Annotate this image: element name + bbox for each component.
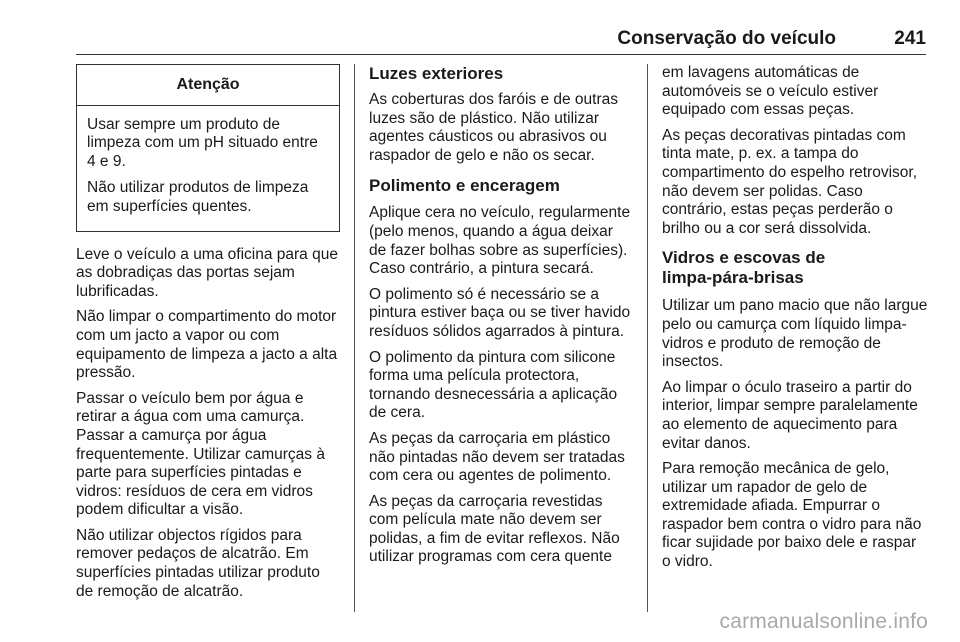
column-divider: [354, 64, 355, 612]
body-paragraph: As coberturas dos faróis e de outras luzes são de plástico. Não utilizar agentes cáusticos ou abrasivos ou raspador de gelo e não os secar.: [369, 91, 618, 164]
body-paragraph: As peças da carroçaria revestidas com película mate não devem ser polidas, a fim de evitar reflexos. Não utilizar programas com cera quente: [369, 492, 620, 566]
section-heading-glass-wipers: [662, 248, 928, 288]
body-paragraph: As peças decorativas pintadas com tinta mate, p. ex. a tampa do compartimento do espelho retrovisor, não devem ser polidas. Caso contrário, estas peças perderão o brilho ou a cor será dissolvida.: [662, 126, 918, 237]
page-title: Conservação do veículo: [617, 28, 836, 49]
body-paragraph: Não utilizar objectos rígidos para remover pedaços de alcatrão. Em superfícies pintadas utilizar produto de remoção de alcatrão.: [76, 526, 320, 600]
body-paragraph: O polimento só é necessário se a pintura estiver baça ou se tiver havido resíduos sólidos agarrados à pintura.: [369, 285, 631, 340]
heading-line: Vidros e escovas de: [662, 248, 826, 268]
column-middle: [369, 64, 631, 574]
page-header: [76, 22, 926, 55]
body-paragraph: O polimento da pintura com silicone forma uma película protectora, tornando desnecessária a aplicação de cera.: [369, 348, 618, 422]
body-paragraph: Não limpar o compartimento do motor com um jacto a vapor ou com equipamento de limpeza a jacto a alta pressão.: [76, 308, 338, 382]
heading-line: limpa-pára-brisas: [662, 268, 804, 288]
warning-paragraph: Não utilizar produtos de limpeza em superfícies quentes.: [87, 179, 309, 215]
page-number: 241: [894, 28, 926, 49]
body-paragraph: Leve o veículo a uma oficina para que as dobradiças das portas sejam lubrificadas.: [76, 245, 338, 300]
body-paragraph: As peças da carroçaria em plástico não pintadas não devem ser tratadas com cera ou agentes de polimento.: [369, 429, 625, 485]
body-paragraph: Para remoção mecânica de gelo, utilizar um rapador de gelo de extremidade afiada. Empurrar o raspador bem contra o vidro para não ficar sujidade por baixo dele e raspar o vidro.: [662, 460, 922, 571]
column-divider: [647, 64, 648, 612]
column-left: [76, 64, 340, 608]
warning-paragraph: Usar sempre um produto de limpeza com um pH situado entre 4 e 9.: [87, 115, 318, 170]
body-paragraph: Passar o veículo bem por água e retirar a água com uma camurça. Passar a camurça por água frequentemente. Utilizar camurças à parte para superfícies pintadas e vidros: resíduos de cera em vidros podem dificultar a visão.: [76, 389, 325, 519]
body-paragraph: Utilizar um pano macio que não largue pelo ou camurça com líquido limpa-vidros e produto de remoção de insectos.: [662, 297, 928, 371]
column-right: [662, 64, 928, 579]
section-heading-polishing: Polimento e enceragem: [369, 176, 560, 196]
body-paragraph: em lavagens automáticas de automóveis se o veículo estiver equipado com essas peças.: [662, 64, 879, 119]
section-heading-exterior-lights: Luzes exteriores: [369, 64, 504, 83]
warning-body: [77, 106, 339, 231]
warning-box: [76, 64, 340, 232]
body-paragraph: Aplique cera no veículo, regularmente (pelo menos, quando a água deixar de fazer bolhas sobre as superfícies). Caso contrário, a pintura secará.: [369, 204, 631, 278]
warning-title: Atenção: [77, 65, 339, 106]
body-paragraph: Ao limpar o óculo traseiro a partir do interior, limpar sempre paralelamente ao elemento de aquecimento para evitar danos.: [662, 378, 918, 452]
watermark: carmanualsonline.info: [719, 610, 928, 633]
